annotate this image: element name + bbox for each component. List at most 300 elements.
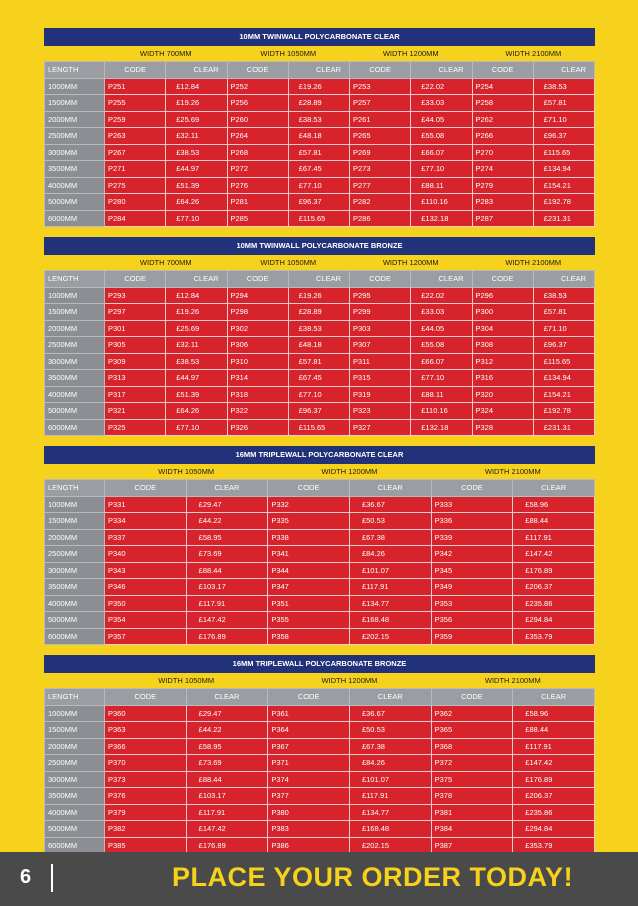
price-cell: £29.47: [186, 496, 268, 513]
price-cell: £115.65: [533, 144, 594, 161]
code-cell: P257: [350, 95, 411, 112]
length-cell: 2500MM: [45, 546, 105, 563]
price-cell: £84.26: [349, 755, 431, 772]
length-cell: 4000MM: [45, 386, 105, 403]
code-cell: P346: [105, 579, 187, 596]
code-cell: P351: [268, 595, 350, 612]
table-title-row: [45, 656, 595, 673]
price-cell: £132.18: [411, 419, 472, 436]
price-cell: £22.02: [411, 78, 472, 95]
price-cell: £206.37: [513, 788, 595, 805]
price-cell: £64.26: [166, 194, 227, 211]
code-cell: P286: [350, 210, 411, 227]
code-header: CODE: [105, 689, 187, 706]
price-cell: £115.65: [288, 419, 349, 436]
table-row: [45, 78, 595, 95]
width-spacer: [45, 672, 105, 689]
code-cell: P252: [227, 78, 288, 95]
table-row: [45, 705, 595, 722]
table-title-row: [45, 238, 595, 255]
code-cell: P349: [431, 579, 513, 596]
price-cell: £28.89: [288, 95, 349, 112]
code-cell: P267: [105, 144, 166, 161]
code-cell: P327: [350, 419, 411, 436]
price-cell: £192.78: [533, 194, 594, 211]
table-row: [45, 161, 595, 178]
price-cell: £88.11: [411, 386, 472, 403]
length-cell: 6000MM: [45, 837, 105, 854]
price-cell: £235.86: [513, 804, 595, 821]
price-cell: £44.22: [186, 513, 268, 530]
price-cell: £38.53: [288, 320, 349, 337]
code-cell: P363: [105, 722, 187, 739]
table-row: [45, 95, 595, 112]
price-cell: £57.81: [288, 144, 349, 161]
width-label: WIDTH 1200MM: [268, 672, 431, 689]
code-cell: P382: [105, 821, 187, 838]
code-cell: P336: [431, 513, 513, 530]
code-cell: P301: [105, 320, 166, 337]
price-cell: £71.10: [533, 111, 594, 128]
price-cell: £25.69: [166, 320, 227, 337]
price-cell: £73.69: [186, 755, 268, 772]
price-cell: £231.31: [533, 210, 594, 227]
code-cell: P311: [350, 353, 411, 370]
price-cell: £48.18: [288, 128, 349, 145]
code-cell: P285: [227, 210, 288, 227]
code-cell: P310: [227, 353, 288, 370]
price-cell: £176.89: [513, 562, 595, 579]
length-cell: 2000MM: [45, 529, 105, 546]
code-cell: P261: [350, 111, 411, 128]
code-cell: P314: [227, 370, 288, 387]
code-cell: P332: [268, 496, 350, 513]
table-row: [45, 370, 595, 387]
price-cell: £38.53: [166, 144, 227, 161]
code-cell: P341: [268, 546, 350, 563]
code-cell: P302: [227, 320, 288, 337]
width-spacer: [45, 45, 105, 62]
length-cell: 5000MM: [45, 194, 105, 211]
price-cell: £58.96: [513, 705, 595, 722]
code-cell: P260: [227, 111, 288, 128]
code-cell: P364: [268, 722, 350, 739]
price-cell: £32.11: [166, 128, 227, 145]
width-label: WIDTH 1200MM: [350, 254, 473, 271]
length-cell: 5000MM: [45, 612, 105, 629]
code-cell: P272: [227, 161, 288, 178]
code-cell: P362: [431, 705, 513, 722]
price-cell: £73.69: [186, 546, 268, 563]
price-cell: £117.91: [349, 579, 431, 596]
table-row: [45, 304, 595, 321]
code-cell: P255: [105, 95, 166, 112]
length-cell: 1500MM: [45, 304, 105, 321]
price-cell: £57.81: [533, 304, 594, 321]
code-cell: P274: [472, 161, 533, 178]
table-row: [45, 595, 595, 612]
length-cell: 2500MM: [45, 337, 105, 354]
width-label: WIDTH 2100MM: [431, 463, 594, 480]
price-cell: £88.44: [186, 562, 268, 579]
code-cell: P358: [268, 628, 350, 645]
code-cell: P298: [227, 304, 288, 321]
code-cell: P344: [268, 562, 350, 579]
code-cell: P306: [227, 337, 288, 354]
price-cell: £134.94: [533, 161, 594, 178]
code-cell: P319: [350, 386, 411, 403]
code-cell: P313: [105, 370, 166, 387]
price-cell: £77.10: [166, 419, 227, 436]
price-cell: £88.44: [513, 513, 595, 530]
width-header-row: [45, 463, 595, 480]
code-cell: P275: [105, 177, 166, 194]
clear-header: CLEAR: [513, 689, 595, 706]
length-cell: 3000MM: [45, 144, 105, 161]
clear-header: CLEAR: [288, 271, 349, 288]
code-cell: P342: [431, 546, 513, 563]
table-row: [45, 755, 595, 772]
price-cell: £12.84: [166, 78, 227, 95]
price-cell: £176.89: [186, 837, 268, 854]
code-cell: P331: [105, 496, 187, 513]
price-cell: £38.53: [533, 287, 594, 304]
clear-header: CLEAR: [166, 62, 227, 79]
length-cell: 2000MM: [45, 111, 105, 128]
price-cell: £44.05: [411, 320, 472, 337]
length-cell: 1000MM: [45, 496, 105, 513]
price-cell: £77.10: [288, 386, 349, 403]
code-cell: P361: [268, 705, 350, 722]
price-cell: £168.48: [349, 612, 431, 629]
footer-bar: [0, 852, 638, 906]
price-cell: £147.42: [513, 755, 595, 772]
code-cell: P315: [350, 370, 411, 387]
price-cell: £117.91: [349, 788, 431, 805]
code-cell: P276: [227, 177, 288, 194]
price-cell: £206.37: [513, 579, 595, 596]
table-row: [45, 612, 595, 629]
price-cell: £115.65: [288, 210, 349, 227]
price-cell: £117.91: [186, 595, 268, 612]
code-cell: P387: [431, 837, 513, 854]
code-cell: P317: [105, 386, 166, 403]
clear-header: CLEAR: [186, 480, 268, 497]
code-cell: P326: [227, 419, 288, 436]
length-cell: 5000MM: [45, 821, 105, 838]
code-cell: P323: [350, 403, 411, 420]
code-cell: P381: [431, 804, 513, 821]
clear-header: CLEAR: [166, 271, 227, 288]
code-cell: P268: [227, 144, 288, 161]
call-to-action: PLACE YOUR ORDER TODAY!: [172, 862, 574, 892]
price-cell: £96.37: [288, 194, 349, 211]
price-cell: £22.02: [411, 287, 472, 304]
price-cell: £12.84: [166, 287, 227, 304]
table-row: [45, 513, 595, 530]
price-cell: £67.45: [288, 370, 349, 387]
price-cell: £66.07: [411, 144, 472, 161]
code-cell: P270: [472, 144, 533, 161]
table-row: [45, 628, 595, 645]
length-header: LENGTH: [45, 480, 105, 497]
table-row: [45, 111, 595, 128]
code-cell: P376: [105, 788, 187, 805]
length-cell: 5000MM: [45, 403, 105, 420]
price-cell: £51.39: [166, 386, 227, 403]
price-cell: £103.17: [186, 579, 268, 596]
price-cell: £51.39: [166, 177, 227, 194]
length-cell: 3500MM: [45, 579, 105, 596]
price-cell: £117.91: [186, 804, 268, 821]
length-cell: 4000MM: [45, 804, 105, 821]
price-cell: £36.67: [349, 496, 431, 513]
table-row: [45, 337, 595, 354]
code-cell: P265: [350, 128, 411, 145]
table-row: [45, 788, 595, 805]
price-cell: £192.78: [533, 403, 594, 420]
clear-header: CLEAR: [411, 62, 472, 79]
price-cell: £101.07: [349, 562, 431, 579]
length-cell: 2000MM: [45, 320, 105, 337]
code-cell: P374: [268, 771, 350, 788]
code-cell: P383: [268, 821, 350, 838]
price-cell: £19.26: [288, 78, 349, 95]
length-cell: 3000MM: [45, 562, 105, 579]
width-spacer: [45, 463, 105, 480]
price-table-4: [44, 655, 595, 854]
length-cell: 3500MM: [45, 370, 105, 387]
table-row: [45, 210, 595, 227]
code-cell: P282: [350, 194, 411, 211]
code-cell: P259: [105, 111, 166, 128]
price-cell: £67.45: [288, 161, 349, 178]
code-cell: P263: [105, 128, 166, 145]
length-cell: 2500MM: [45, 128, 105, 145]
clear-header: CLEAR: [513, 480, 595, 497]
length-cell: 1500MM: [45, 95, 105, 112]
table-row: [45, 771, 595, 788]
clear-header: CLEAR: [349, 689, 431, 706]
price-cell: £38.53: [533, 78, 594, 95]
price-cell: £353.79: [513, 837, 595, 854]
clear-header: CLEAR: [288, 62, 349, 79]
price-cell: £44.97: [166, 370, 227, 387]
width-label: WIDTH 2100MM: [431, 672, 594, 689]
price-table-3: [44, 446, 595, 645]
price-cell: £32.11: [166, 337, 227, 354]
code-cell: P325: [105, 419, 166, 436]
code-cell: P355: [268, 612, 350, 629]
code-cell: P297: [105, 304, 166, 321]
price-cell: £132.18: [411, 210, 472, 227]
price-cell: £77.10: [288, 177, 349, 194]
code-cell: P279: [472, 177, 533, 194]
code-cell: P264: [227, 128, 288, 145]
table-row: [45, 320, 595, 337]
code-cell: P372: [431, 755, 513, 772]
price-cell: £147.42: [186, 612, 268, 629]
price-cell: £19.26: [166, 95, 227, 112]
code-cell: P337: [105, 529, 187, 546]
code-header: CODE: [268, 480, 350, 497]
price-cell: £134.77: [349, 804, 431, 821]
width-label: WIDTH 2100MM: [472, 254, 595, 271]
code-cell: P254: [472, 78, 533, 95]
price-cell: £66.07: [411, 353, 472, 370]
price-cell: £58.95: [186, 738, 268, 755]
price-cell: £110.16: [411, 403, 472, 420]
code-cell: P353: [431, 595, 513, 612]
table-title: 10MM TWINWALL POLYCARBONATE CLEAR: [45, 29, 595, 46]
price-cell: £353.79: [513, 628, 595, 645]
code-cell: P333: [431, 496, 513, 513]
table-row: [45, 821, 595, 838]
length-cell: 2000MM: [45, 738, 105, 755]
code-cell: P334: [105, 513, 187, 530]
code-cell: P379: [105, 804, 187, 821]
price-cell: £19.26: [166, 304, 227, 321]
width-header-row: [45, 254, 595, 271]
price-cell: £294.84: [513, 821, 595, 838]
price-cell: £58.95: [186, 529, 268, 546]
price-cell: £147.42: [186, 821, 268, 838]
width-header-row: [45, 45, 595, 62]
code-cell: P338: [268, 529, 350, 546]
code-header: CODE: [431, 480, 513, 497]
price-cell: £96.37: [533, 128, 594, 145]
price-cell: £57.81: [533, 95, 594, 112]
price-cell: £231.31: [533, 419, 594, 436]
table-title: 16MM TRIPLEWALL POLYCARBONATE CLEAR: [45, 447, 595, 464]
table-row: [45, 579, 595, 596]
code-cell: P251: [105, 78, 166, 95]
table-row: [45, 403, 595, 420]
code-header: CODE: [472, 62, 533, 79]
column-header-row: [45, 62, 595, 79]
price-cell: £235.86: [513, 595, 595, 612]
code-cell: P303: [350, 320, 411, 337]
length-cell: 3500MM: [45, 161, 105, 178]
price-cell: £168.48: [349, 821, 431, 838]
price-cell: £176.89: [186, 628, 268, 645]
width-header-row: [45, 672, 595, 689]
code-cell: P373: [105, 771, 187, 788]
price-cell: £294.84: [513, 612, 595, 629]
table-row: [45, 738, 595, 755]
code-cell: P384: [431, 821, 513, 838]
code-cell: P295: [350, 287, 411, 304]
code-cell: P287: [472, 210, 533, 227]
price-cell: £96.37: [533, 337, 594, 354]
length-cell: 3500MM: [45, 788, 105, 805]
code-cell: P277: [350, 177, 411, 194]
code-cell: P266: [472, 128, 533, 145]
table-row: [45, 386, 595, 403]
width-label: WIDTH 700MM: [105, 254, 228, 271]
code-cell: P324: [472, 403, 533, 420]
price-cell: £50.53: [349, 722, 431, 739]
code-cell: P366: [105, 738, 187, 755]
code-cell: P284: [105, 210, 166, 227]
code-cell: P356: [431, 612, 513, 629]
length-header: LENGTH: [45, 689, 105, 706]
price-cell: £36.67: [349, 705, 431, 722]
code-cell: P345: [431, 562, 513, 579]
code-header: CODE: [105, 271, 166, 288]
table-row: [45, 562, 595, 579]
code-cell: P386: [268, 837, 350, 854]
table-title: 16MM TRIPLEWALL POLYCARBONATE BRONZE: [45, 656, 595, 673]
code-cell: P359: [431, 628, 513, 645]
code-cell: P299: [350, 304, 411, 321]
width-spacer: [45, 254, 105, 271]
code-cell: P377: [268, 788, 350, 805]
code-cell: P347: [268, 579, 350, 596]
length-cell: 1500MM: [45, 722, 105, 739]
code-cell: P385: [105, 837, 187, 854]
price-cell: £117.91: [513, 529, 595, 546]
code-cell: P293: [105, 287, 166, 304]
code-cell: P271: [105, 161, 166, 178]
code-cell: P294: [227, 287, 288, 304]
code-cell: P343: [105, 562, 187, 579]
price-cell: £50.53: [349, 513, 431, 530]
code-cell: P308: [472, 337, 533, 354]
price-cell: £64.26: [166, 403, 227, 420]
table-row: [45, 128, 595, 145]
price-cell: £44.97: [166, 161, 227, 178]
code-cell: P262: [472, 111, 533, 128]
code-header: CODE: [105, 480, 187, 497]
price-cell: £154.21: [533, 177, 594, 194]
code-cell: P281: [227, 194, 288, 211]
code-header: CODE: [431, 689, 513, 706]
code-cell: P273: [350, 161, 411, 178]
code-header: CODE: [105, 62, 166, 79]
code-cell: P316: [472, 370, 533, 387]
price-cell: £77.10: [411, 161, 472, 178]
price-cell: £147.42: [513, 546, 595, 563]
price-cell: £55.08: [411, 337, 472, 354]
code-cell: P378: [431, 788, 513, 805]
length-cell: 3000MM: [45, 353, 105, 370]
width-label: WIDTH 2100MM: [472, 45, 595, 62]
price-cell: £115.65: [533, 353, 594, 370]
code-cell: P335: [268, 513, 350, 530]
price-cell: £88.11: [411, 177, 472, 194]
code-cell: P318: [227, 386, 288, 403]
column-header-row: [45, 689, 595, 706]
code-cell: P370: [105, 755, 187, 772]
length-cell: 4000MM: [45, 177, 105, 194]
price-cell: £29.47: [186, 705, 268, 722]
code-cell: P350: [105, 595, 187, 612]
price-cell: £44.22: [186, 722, 268, 739]
price-cell: £101.07: [349, 771, 431, 788]
code-cell: P309: [105, 353, 166, 370]
table-row: [45, 546, 595, 563]
footer-divider: [51, 864, 53, 892]
code-cell: P371: [268, 755, 350, 772]
price-cell: £67.38: [349, 529, 431, 546]
clear-header: CLEAR: [411, 271, 472, 288]
code-cell: P322: [227, 403, 288, 420]
page-number: 6: [20, 866, 32, 888]
code-cell: P300: [472, 304, 533, 321]
price-cell: £202.15: [349, 837, 431, 854]
code-cell: P304: [472, 320, 533, 337]
